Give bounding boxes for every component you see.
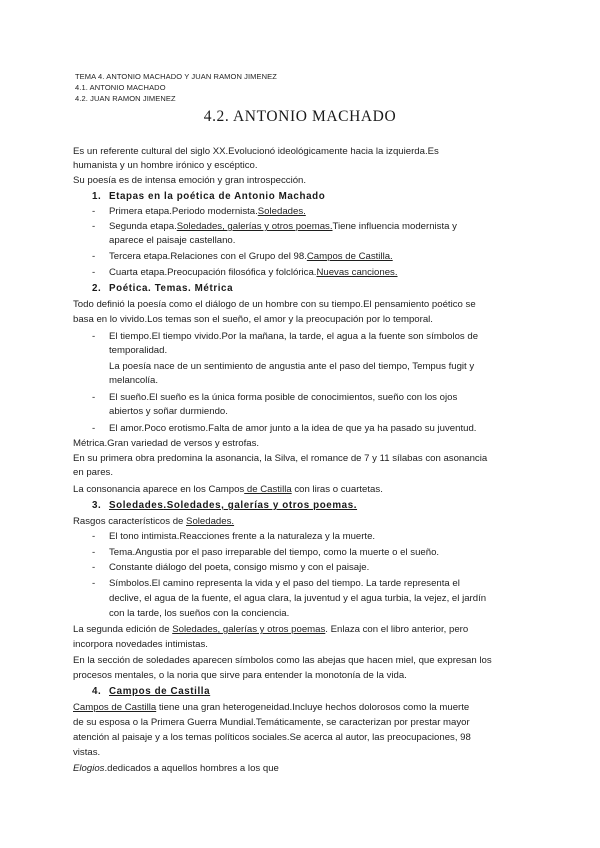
s4-paragraph-line-5: Elogios.dedicados a aquellos hombres a los que (73, 763, 279, 774)
section-4-number: 4. (92, 686, 102, 697)
s2-bullet-2: El sueño.El sueño es la única forma posible de conocimientos, sueño con los ojos (109, 392, 458, 403)
s2-paragraph-line-1: Todo definió la poesía como el diálogo de un hombre con su tiempo.El pensamiento poético se (73, 299, 476, 310)
s1-bullet-1: Primera etapa.Periodo modernista.Soledades. (109, 206, 306, 217)
s2-bullet-1-cont: temporalidad. (109, 345, 168, 356)
s3-bullet-4-cont: con la tarde, los sueños con la conciencia. (109, 608, 290, 619)
s2-metrica-line-3: en pares. (73, 467, 114, 478)
s2-bullet-1-cont: melancolía. (109, 375, 159, 386)
s3-bullet-1: El tono intimista.Reacciones frente a la naturaleza y la muerte. (109, 531, 376, 542)
s4-paragraph-line-2: de su esposa o la Primera Guerra Mundial.Temáticamente, se caracterizan por prestar mayor (73, 717, 470, 728)
s2-bullet-1-cont: La poesía nace de un sentimiento de angustia ante el paso del tiempo, Tempus fugit y (109, 361, 475, 372)
bullet-dash: - (92, 578, 96, 589)
bullet-dash: - (92, 251, 96, 262)
section-4-heading: Campos de Castilla (109, 686, 211, 697)
bullet-dash: - (92, 206, 96, 217)
s2-bullet-1: El tiempo.El tiempo vivido.Por la mañana, la tarde, el agua a la fuente son símbolos de (109, 331, 479, 342)
s4-paragraph-line-1: Campos de Castilla tiene una gran heterogeneidad.Incluye hechos dolorosos como la muerte (73, 702, 470, 713)
s1-bullet-2-cont: aparece el paisaje castellano. (109, 235, 236, 246)
s2-metrica-line-2: En su primera obra predomina la asonancia, la Silva, el romance de 7 y 11 sílabas con asonancia (73, 453, 488, 464)
intro-line-3: Su poesía es de intensa emoción y gran introspección. (73, 175, 307, 186)
s3-paragraph-line-2: incorpora novedades intimistas. (73, 639, 208, 650)
section-1-heading: Etapas en la poética de Antonio Machado (109, 191, 326, 202)
s3-paragraph-line-3: En la sección de soledades aparecen símbolos como las abejas que hacen miel, que expresan los (73, 655, 492, 666)
s3-bullet-4: Símbolos.El camino representa la vida y el paso del tiempo. La tarde representa el (109, 578, 460, 589)
section-1-number: 1. (92, 191, 102, 202)
s3-rasgos-line: Rasgos característicos de Soledades. (73, 516, 235, 527)
s3-paragraph-line-1: La segunda edición de Soledades, galerías y otros poemas. Enlaza con el libro anterior, pero (73, 624, 469, 635)
bullet-dash: - (92, 531, 96, 542)
page-title: 4.2. ANTONIO MACHADO (203, 108, 397, 125)
s4-paragraph-line-4: vistas. (73, 747, 101, 758)
s3-bullet-4-cont: declive, el agua de la fuente, el agua clara, la juventud y el agua turbia, la vejez, el jardín (109, 593, 487, 604)
section-3-heading: Soledades.Soledades, galerías y otros poemas. (109, 500, 358, 511)
s2-metrica-line-1: Métrica.Gran variedad de versos y estrofas. (73, 438, 260, 449)
s2-paragraph-line-2: basa en lo vivido.Los temas son el sueño, el amor y la preocupación por lo temporal. (73, 314, 433, 325)
s2-metrica-line-4: La consonancia aparece en los Campos de Castilla con liras o cuartetas. (73, 484, 383, 495)
header-line-1: TEMA 4. ANTONIO MACHADO Y JUAN RAMON JIMENEZ (75, 72, 277, 81)
section-2-heading: Poética. Temas. Métrica (109, 283, 234, 294)
header-line-2: 4.1. ANTONIO MACHADO (75, 83, 166, 92)
bullet-dash: - (92, 331, 96, 342)
s3-paragraph-line-4: procesos mentales, o la noria que sirve para entender la monotonía de la vida. (73, 670, 407, 681)
section-3-number: 3. (92, 500, 102, 511)
s2-bullet-2-cont: abiertos y soñar durmiendo. (109, 406, 228, 417)
s1-bullet-2: Segunda etapa.Soledades, galerías y otros poemas.Tiene influencia modernista y (109, 221, 457, 232)
s3-bullet-3: Constante diálogo del poeta, consigo mismo y con el paisaje. (109, 562, 370, 573)
s4-paragraph-line-3: atención al paisaje y a los temas políticos sociales.Se acerca al autor, las preocupaciones, 98 (73, 732, 471, 743)
s3-bullet-2: Tema.Angustia por el paso irreparable del tiempo, como la muerte o el sueño. (109, 547, 440, 558)
s1-bullet-3: Tercera etapa.Relaciones con el Grupo del 98.Campos de Castilla. (109, 251, 393, 262)
bullet-dash: - (92, 267, 96, 278)
intro-line-1: Es un referente cultural del siglo XX.Evolucionó ideológicamente hacia la izquierda.Es (73, 146, 439, 157)
header-line-3: 4.2. JUAN RAMON JIMENEZ (75, 94, 176, 103)
s1-bullet-4: Cuarta etapa.Preocupación filosófica y folclórica.Nuevas canciones. (109, 267, 398, 278)
s2-bullet-3: El amor.Poco erotismo.Falta de amor junto a la idea de que ya ha pasado su juventud. (109, 423, 477, 434)
intro-line-2: humanista y un hombre irónico y escéptico. (73, 160, 258, 171)
bullet-dash: - (92, 392, 96, 403)
section-2-number: 2. (92, 283, 102, 294)
bullet-dash: - (92, 547, 96, 558)
bullet-dash: - (92, 221, 96, 232)
bullet-dash: - (92, 562, 96, 573)
bullet-dash: - (92, 423, 96, 434)
